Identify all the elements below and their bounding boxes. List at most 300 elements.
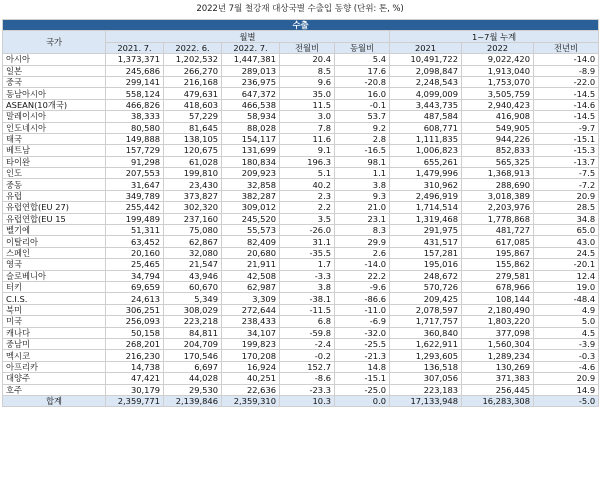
country-name: 슬로베니아 [3, 270, 106, 281]
val-ytd-2021: 1,479,996 [390, 168, 462, 179]
val-ytd-2022: 481,727 [462, 225, 534, 236]
val-ytd-2022: 1,560,304 [462, 338, 534, 349]
val-mom: -2.4 [280, 338, 335, 349]
val-2022-7: 82,409 [222, 236, 280, 247]
val-yoy-month: 29.9 [335, 236, 390, 247]
val-2021-7: 2,359,771 [106, 395, 164, 406]
val-ytd-yoy: 5.0 [534, 316, 599, 327]
val-yoy-month: -86.6 [335, 293, 390, 304]
val-yoy-month: 9.3 [335, 190, 390, 201]
val-ytd-2021: 1,319,468 [390, 213, 462, 224]
country-name: 중남미 [3, 338, 106, 349]
val-mom: 10.3 [280, 395, 335, 406]
val-ytd-yoy: -4.6 [534, 361, 599, 372]
val-2022-7: 55,573 [222, 225, 280, 236]
val-ytd-yoy: -14.5 [534, 111, 599, 122]
val-ytd-2022: 2,180,490 [462, 304, 534, 315]
val-yoy-month: 53.7 [335, 111, 390, 122]
val-2022-6: 302,320 [164, 202, 222, 213]
country-name: 호주 [3, 384, 106, 395]
val-ytd-yoy: 20.9 [534, 190, 599, 201]
val-2022-6: 418,603 [164, 99, 222, 110]
val-ytd-2021: 2,248,543 [390, 76, 462, 87]
table-row [3, 327, 599, 338]
val-yoy-month: 9.2 [335, 122, 390, 133]
val-ytd-2021: 1,622,911 [390, 338, 462, 349]
val-2021-7: 30,179 [106, 384, 164, 395]
val-ytd-2021: 570,726 [390, 281, 462, 292]
table-row [3, 316, 599, 327]
val-ytd-yoy: -15.1 [534, 133, 599, 144]
val-2021-7: 256,093 [106, 316, 164, 327]
val-ytd-2022: 108,144 [462, 293, 534, 304]
val-mom: -35.5 [280, 247, 335, 258]
country-name: 인도네시아 [3, 122, 106, 133]
table-row [3, 213, 599, 224]
val-ytd-yoy: 19.0 [534, 281, 599, 292]
val-mom: 40.2 [280, 179, 335, 190]
val-2021-7: 558,124 [106, 88, 164, 99]
val-mom: -23.3 [280, 384, 335, 395]
val-2022-7: 154,117 [222, 133, 280, 144]
val-ytd-2022: 416,908 [462, 111, 534, 122]
val-ytd-yoy: 20.9 [534, 373, 599, 384]
val-2022-7: 245,520 [222, 213, 280, 224]
val-ytd-2021: 608,771 [390, 122, 462, 133]
header-ytd: 1~7월 누계 [390, 31, 599, 42]
val-ytd-2021: 209,425 [390, 293, 462, 304]
val-yoy-month: -16.5 [335, 145, 390, 156]
val-ytd-2022: 130,269 [462, 361, 534, 372]
val-2022-7: 58,934 [222, 111, 280, 122]
country-name: 이탈리아 [3, 236, 106, 247]
table-row [3, 65, 599, 76]
val-2022-6: 138,105 [164, 133, 222, 144]
val-ytd-2022: 195,867 [462, 247, 534, 258]
val-ytd-2022: 678,966 [462, 281, 534, 292]
val-ytd-2021: 223,183 [390, 384, 462, 395]
val-ytd-2021: 2,078,597 [390, 304, 462, 315]
val-2021-7: 207,553 [106, 168, 164, 179]
val-ytd-yoy: -15.3 [534, 145, 599, 156]
val-ytd-yoy: 4.9 [534, 304, 599, 315]
table-row [3, 259, 599, 270]
val-2022-7: 309,012 [222, 202, 280, 213]
country-name: 유럽연합(EU 15 [3, 213, 106, 224]
val-2022-6: 44,028 [164, 373, 222, 384]
val-ytd-yoy: -7.2 [534, 179, 599, 190]
val-2022-6: 5,349 [164, 293, 222, 304]
val-ytd-yoy: -5.0 [534, 395, 599, 406]
val-ytd-yoy: 4.5 [534, 327, 599, 338]
val-mom: 1.7 [280, 259, 335, 270]
val-ytd-yoy: -48.4 [534, 293, 599, 304]
val-2022-6: 75,080 [164, 225, 222, 236]
val-2022-7: 272,644 [222, 304, 280, 315]
val-ytd-2022: 944,226 [462, 133, 534, 144]
val-mom: 152.7 [280, 361, 335, 372]
val-yoy-month: -9.6 [335, 281, 390, 292]
val-2021-7: 63,452 [106, 236, 164, 247]
val-2022-7: 40,251 [222, 373, 280, 384]
val-2021-7: 255,442 [106, 202, 164, 213]
val-ytd-2021: 655,261 [390, 156, 462, 167]
val-yoy-month: -21.3 [335, 350, 390, 361]
table-row [3, 247, 599, 258]
val-2022-6: 81,645 [164, 122, 222, 133]
val-yoy-month: 0.0 [335, 395, 390, 406]
export-table [2, 19, 599, 407]
country-name: 멕시코 [3, 350, 106, 361]
val-2022-6: 204,709 [164, 338, 222, 349]
val-yoy-month: 23.1 [335, 213, 390, 224]
val-2022-6: 199,810 [164, 168, 222, 179]
val-2021-7: 306,251 [106, 304, 164, 315]
val-ytd-2022: 2,203,976 [462, 202, 534, 213]
val-ytd-yoy: 12.4 [534, 270, 599, 281]
val-mom: -38.1 [280, 293, 335, 304]
val-2022-7: 34,107 [222, 327, 280, 338]
val-2021-7: 14,738 [106, 361, 164, 372]
val-2022-7: 2,359,310 [222, 395, 280, 406]
table-body [3, 54, 599, 407]
val-ytd-2022: 1,778,868 [462, 213, 534, 224]
val-2022-6: 1,202,532 [164, 54, 222, 65]
country-name: 말레이시아 [3, 111, 106, 122]
val-ytd-yoy: 28.5 [534, 202, 599, 213]
val-mom: 3.8 [280, 281, 335, 292]
country-name: 태국 [3, 133, 106, 144]
val-yoy-month: -0.1 [335, 99, 390, 110]
val-yoy-month: -25.0 [335, 384, 390, 395]
val-2021-7: 466,826 [106, 99, 164, 110]
country-name: 스페인 [3, 247, 106, 258]
country-name: 북미 [3, 304, 106, 315]
val-ytd-yoy: -20.1 [534, 259, 599, 270]
val-yoy-month: 98.1 [335, 156, 390, 167]
val-ytd-2021: 195,016 [390, 259, 462, 270]
val-2022-7: 1,447,381 [222, 54, 280, 65]
val-mom: 35.0 [280, 88, 335, 99]
val-ytd-2022: 1,368,913 [462, 168, 534, 179]
val-ytd-2021: 1,293,605 [390, 350, 462, 361]
val-2022-6: 43,946 [164, 270, 222, 281]
val-yoy-month: -32.0 [335, 327, 390, 338]
val-ytd-yoy: -14.5 [534, 88, 599, 99]
val-2022-6: 373,827 [164, 190, 222, 201]
col-ytd-2021: 2021 [390, 42, 462, 53]
val-yoy-month: 3.8 [335, 179, 390, 190]
val-2022-7: 3,309 [222, 293, 280, 304]
country-name: 아시아 [3, 54, 106, 65]
header-export: 수출 [3, 20, 599, 31]
val-ytd-2022: 371,383 [462, 373, 534, 384]
val-ytd-2022: 279,581 [462, 270, 534, 281]
val-2022-7: 382,287 [222, 190, 280, 201]
table-row [3, 190, 599, 201]
val-2022-6: 57,229 [164, 111, 222, 122]
country-name: 영국 [3, 259, 106, 270]
val-mom: 9.1 [280, 145, 335, 156]
val-mom: 11.5 [280, 99, 335, 110]
val-mom: -26.0 [280, 225, 335, 236]
val-ytd-2022: 3,018,389 [462, 190, 534, 201]
val-ytd-2022: 1,913,040 [462, 65, 534, 76]
country-name: 합계 [3, 395, 106, 406]
val-ytd-2022: 256,445 [462, 384, 534, 395]
table-row [3, 145, 599, 156]
val-2022-6: 60,670 [164, 281, 222, 292]
val-yoy-month: 5.4 [335, 54, 390, 65]
val-mom: -3.3 [280, 270, 335, 281]
val-ytd-yoy: -3.9 [534, 338, 599, 349]
table-row [3, 168, 599, 179]
val-ytd-2021: 1,006,823 [390, 145, 462, 156]
val-ytd-yoy: -9.7 [534, 122, 599, 133]
val-ytd-2022: 16,283,308 [462, 395, 534, 406]
table-row [3, 122, 599, 133]
val-2022-6: 84,811 [164, 327, 222, 338]
val-2022-6: 237,160 [164, 213, 222, 224]
val-yoy-month: 8.3 [335, 225, 390, 236]
val-yoy-month: -25.5 [335, 338, 390, 349]
country-name: 대양주 [3, 373, 106, 384]
table-row [3, 202, 599, 213]
val-mom: 31.1 [280, 236, 335, 247]
val-mom: -0.2 [280, 350, 335, 361]
val-2021-7: 1,373,371 [106, 54, 164, 65]
val-ytd-2021: 3,443,735 [390, 99, 462, 110]
val-mom: 8.5 [280, 65, 335, 76]
table-title: 2022년 7월 철강재 대상국별 수출입 동향 (단위: 톤, %) [196, 4, 404, 14]
val-ytd-2022: 617,085 [462, 236, 534, 247]
val-ytd-2021: 310,962 [390, 179, 462, 190]
val-2021-7: 149,888 [106, 133, 164, 144]
val-ytd-2021: 1,714,514 [390, 202, 462, 213]
val-ytd-2022: 288,690 [462, 179, 534, 190]
val-ytd-2021: 10,491,722 [390, 54, 462, 65]
val-ytd-2021: 431,517 [390, 236, 462, 247]
val-2022-7: 131,699 [222, 145, 280, 156]
country-name: C.I.S. [3, 293, 106, 304]
val-2022-6: 266,270 [164, 65, 222, 76]
col-2021-7: 2021. 7. [106, 42, 164, 53]
val-2022-7: 180,834 [222, 156, 280, 167]
val-2022-7: 236,975 [222, 76, 280, 87]
val-mom: 9.6 [280, 76, 335, 87]
table-row [3, 76, 599, 87]
val-2022-6: 223,218 [164, 316, 222, 327]
table-row [3, 373, 599, 384]
table-row [3, 133, 599, 144]
table-row [3, 293, 599, 304]
val-2022-6: 29,530 [164, 384, 222, 395]
val-ytd-yoy: 65.0 [534, 225, 599, 236]
val-mom: 3.0 [280, 111, 335, 122]
country-name: 중동 [3, 179, 106, 190]
col-2022-7: 2022. 7. [222, 42, 280, 53]
col-yoy-month: 동월비 [335, 42, 390, 53]
val-2021-7: 199,489 [106, 213, 164, 224]
val-ytd-2021: 2,098,847 [390, 65, 462, 76]
val-ytd-yoy: -0.3 [534, 350, 599, 361]
country-name: 유럽 [3, 190, 106, 201]
col-mom: 전월비 [280, 42, 335, 53]
val-ytd-2022: 3,505,759 [462, 88, 534, 99]
val-ytd-2021: 487,584 [390, 111, 462, 122]
header-row-export [3, 20, 599, 31]
header-monthly: 월별 [106, 31, 390, 42]
val-mom: 6.8 [280, 316, 335, 327]
val-mom: 7.8 [280, 122, 335, 133]
country-name: 캐나다 [3, 327, 106, 338]
table-row [3, 338, 599, 349]
val-ytd-2022: 155,862 [462, 259, 534, 270]
val-yoy-month: -11.0 [335, 304, 390, 315]
val-2021-7: 157,729 [106, 145, 164, 156]
table-row [3, 350, 599, 361]
val-2022-6: 61,028 [164, 156, 222, 167]
col-ytd-2022: 2022 [462, 42, 534, 53]
val-2022-7: 42,508 [222, 270, 280, 281]
val-2021-7: 38,333 [106, 111, 164, 122]
val-ytd-2021: 307,056 [390, 373, 462, 384]
val-ytd-2022: 377,098 [462, 327, 534, 338]
val-ytd-2021: 4,099,009 [390, 88, 462, 99]
table-row [3, 156, 599, 167]
val-2022-7: 62,987 [222, 281, 280, 292]
val-yoy-month: 2.6 [335, 247, 390, 258]
val-yoy-month: -15.1 [335, 373, 390, 384]
val-ytd-2022: 1,289,234 [462, 350, 534, 361]
val-ytd-2022: 1,753,070 [462, 76, 534, 87]
val-2021-7: 91,298 [106, 156, 164, 167]
val-2022-6: 120,675 [164, 145, 222, 156]
table-row [3, 304, 599, 315]
val-mom: 2.2 [280, 202, 335, 213]
country-name: 베트남 [3, 145, 106, 156]
val-2022-6: 32,080 [164, 247, 222, 258]
country-name: 유럽연합(EU 27) [3, 202, 106, 213]
table-row [3, 225, 599, 236]
val-mom: -8.6 [280, 373, 335, 384]
table-row [3, 179, 599, 190]
val-ytd-2022: 549,905 [462, 122, 534, 133]
val-ytd-yoy: -22.0 [534, 76, 599, 87]
table-row [3, 361, 599, 372]
val-2022-7: 20,680 [222, 247, 280, 258]
val-ytd-2021: 2,496,919 [390, 190, 462, 201]
val-ytd-yoy: -13.7 [534, 156, 599, 167]
val-ytd-yoy: -8.9 [534, 65, 599, 76]
val-2022-7: 289,013 [222, 65, 280, 76]
val-2021-7: 51,311 [106, 225, 164, 236]
country-name: 타이완 [3, 156, 106, 167]
val-mom: 2.3 [280, 190, 335, 201]
val-ytd-2021: 248,672 [390, 270, 462, 281]
val-2022-7: 32,858 [222, 179, 280, 190]
country-name: 미국 [3, 316, 106, 327]
table-row [3, 88, 599, 99]
val-yoy-month: 1.1 [335, 168, 390, 179]
country-name: 인도 [3, 168, 106, 179]
val-yoy-month: 2.8 [335, 133, 390, 144]
val-mom: -59.8 [280, 327, 335, 338]
val-ytd-yoy: -7.5 [534, 168, 599, 179]
col-ytd-yoy: 전년비 [534, 42, 599, 53]
val-2022-6: 21,547 [164, 259, 222, 270]
val-2021-7: 20,160 [106, 247, 164, 258]
table-row [3, 236, 599, 247]
val-2021-7: 299,141 [106, 76, 164, 87]
val-2022-6: 308,029 [164, 304, 222, 315]
val-yoy-month: -6.9 [335, 316, 390, 327]
val-yoy-month: -14.0 [335, 259, 390, 270]
val-2022-7: 22,636 [222, 384, 280, 395]
val-2021-7: 216,230 [106, 350, 164, 361]
val-ytd-2022: 565,325 [462, 156, 534, 167]
header-row-groups [3, 31, 599, 42]
val-yoy-month: -20.8 [335, 76, 390, 87]
val-2022-7: 238,433 [222, 316, 280, 327]
val-mom: 5.1 [280, 168, 335, 179]
val-ytd-yoy: 24.5 [534, 247, 599, 258]
total-row [3, 395, 599, 406]
val-2021-7: 34,794 [106, 270, 164, 281]
val-yoy-month: 21.0 [335, 202, 390, 213]
country-name: 아프리카 [3, 361, 106, 372]
val-2021-7: 50,158 [106, 327, 164, 338]
val-ytd-2022: 9,022,420 [462, 54, 534, 65]
country-name: 일본 [3, 65, 106, 76]
val-ytd-2022: 852,833 [462, 145, 534, 156]
val-ytd-yoy: 14.9 [534, 384, 599, 395]
val-2021-7: 25,465 [106, 259, 164, 270]
val-mom: 11.6 [280, 133, 335, 144]
val-ytd-yoy: -14.0 [534, 54, 599, 65]
val-yoy-month: 16.0 [335, 88, 390, 99]
val-2022-7: 209,923 [222, 168, 280, 179]
country-name: ASEAN(10개국) [3, 99, 106, 110]
table-row [3, 99, 599, 110]
table-row [3, 111, 599, 122]
val-yoy-month: 17.6 [335, 65, 390, 76]
val-2022-6: 170,546 [164, 350, 222, 361]
val-2021-7: 24,613 [106, 293, 164, 304]
val-ytd-2022: 2,940,423 [462, 99, 534, 110]
val-2022-6: 479,631 [164, 88, 222, 99]
val-2021-7: 80,580 [106, 122, 164, 133]
val-2022-6: 216,168 [164, 76, 222, 87]
header-country: 국가 [3, 31, 106, 54]
val-ytd-2021: 360,840 [390, 327, 462, 338]
val-yoy-month: 22.2 [335, 270, 390, 281]
val-2022-7: 21,911 [222, 259, 280, 270]
val-2021-7: 349,789 [106, 190, 164, 201]
val-2021-7: 268,201 [106, 338, 164, 349]
table-row [3, 270, 599, 281]
val-2021-7: 69,659 [106, 281, 164, 292]
country-name: 중국 [3, 76, 106, 87]
val-2022-7: 466,538 [222, 99, 280, 110]
val-ytd-2021: 1,111,835 [390, 133, 462, 144]
val-2022-7: 170,208 [222, 350, 280, 361]
val-ytd-2021: 17,133,948 [390, 395, 462, 406]
val-2021-7: 47,421 [106, 373, 164, 384]
val-2021-7: 245,686 [106, 65, 164, 76]
val-2022-6: 2,139,846 [164, 395, 222, 406]
val-mom: 196.3 [280, 156, 335, 167]
